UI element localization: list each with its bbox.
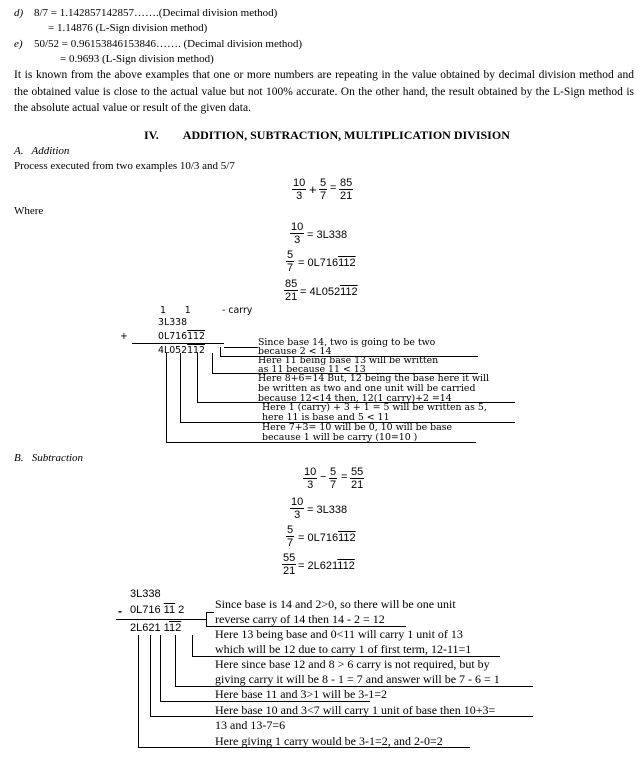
connector-line [192, 635, 193, 657]
fraction-numerator: 5 [320, 177, 327, 189]
addition-note: Here 8+6=14 But, 12 being the base here it will [258, 373, 490, 384]
subtraction-subheading: B. Subtraction [14, 452, 84, 464]
connector-line [166, 442, 476, 443]
addition-note: because 2 < 14 [258, 346, 332, 357]
difference-rule [116, 619, 206, 620]
sub-eq2-rhs: = 0L716112 [298, 532, 356, 544]
fraction-numerator: 55 [351, 466, 364, 478]
connector-line [212, 373, 478, 374]
subtraction-note: giving carry it will be 8 - 1 = 7 and answer will be 7 - 6 = 1 [215, 672, 500, 686]
connector-line [224, 347, 258, 348]
fraction-denominator: 3 [296, 190, 303, 202]
plus-sign: + [120, 331, 128, 342]
sub-eq3-fraction: $\frac{55}{21}$ [283, 552, 296, 577]
equals-sign: = [330, 182, 337, 194]
add-eq1-fraction: $\frac{10}{3}$ [291, 221, 304, 246]
fraction-numerator: 85 [340, 177, 353, 189]
connector-line [175, 686, 533, 687]
add-eq1-rhs: = 3L338 [307, 229, 348, 241]
add-eq3-rhs: = 4L052112 [300, 286, 358, 298]
connector-line [197, 353, 198, 403]
connector-line [180, 422, 515, 423]
fraction-denominator: 3 [307, 479, 314, 491]
subtraction-row1: 3L338 [130, 588, 161, 600]
connector-line [138, 635, 139, 748]
addition-note: here 11 is base and 5 < 11 [262, 412, 390, 423]
fraction-denominator: 21 [340, 190, 353, 202]
subtraction-note: Here 13 being base and 0<11 will carry 1 unit of 13 [215, 627, 463, 641]
connector-line [160, 701, 370, 702]
sub-eq2-fraction: $\frac{5}{7}$ [287, 524, 294, 549]
subtraction-row3: 2L621 112 [130, 622, 182, 634]
equals-sign: = [341, 471, 348, 483]
addition-process-text: Process executed from two examples 10/3 and 5/7 [14, 160, 235, 172]
subtraction-note: Here base 10 and 3<7 will carry 1 unit of base then 10+3= [215, 703, 496, 717]
minus-operator: − [320, 471, 327, 483]
plus-operator: + [309, 182, 317, 197]
subtraction-row2: 0L716 11 2 [130, 604, 185, 616]
add-eq3-fraction: $\frac{85}{21}$ [285, 278, 298, 303]
list-item-d-line2: = 1.14876 (L-Sign division method) [48, 22, 208, 34]
addition-row1: 3L338 [158, 317, 188, 328]
list-marker-e: e) [14, 38, 23, 50]
addition-note: Here 11 being base 13 will be written [258, 355, 439, 366]
subtraction-note: reverse carry of 14 then 14 - 2 = 12 [215, 612, 385, 626]
list-item-d-line1: 8/7 = 1.142857142857…….(Decimal division method) [34, 7, 278, 19]
connector-line [220, 356, 478, 357]
fraction-denominator: 21 [351, 479, 364, 491]
connector-line [206, 612, 207, 626]
fraction-numerator: 5 [330, 466, 337, 478]
connector-line [175, 635, 176, 687]
sum-rule [132, 343, 224, 344]
addition-note: Since base 14, two is going to be two [258, 337, 436, 348]
subtraction-note: 13 and 13-7=6 [215, 718, 286, 732]
connector-line [212, 353, 213, 373]
connector-line [206, 626, 406, 627]
list-marker-d: d) [14, 7, 24, 19]
add-eq2-fraction: $\frac{5}{7}$ [287, 249, 294, 274]
fraction-numerator: 10 [304, 466, 317, 478]
fraction-denominator: 7 [330, 479, 337, 491]
addition-note: as 11 because 11 < 13 [258, 364, 366, 375]
connector-line [138, 747, 470, 748]
connector-line [150, 635, 151, 717]
fraction-numerator: 10 [293, 177, 306, 189]
sub-eq3-rhs: = 2L621112 [298, 560, 355, 572]
sub-eq1-fraction: $\frac{10}{3}$ [291, 496, 304, 521]
connector-line [192, 656, 500, 657]
subtraction-note: Since base is 14 and 2>0, so there will be one unit [215, 597, 456, 611]
subtraction-note: Here giving 1 carry would be 3-1=2, and 2-0=2 [215, 734, 443, 748]
list-item-e-line2: = 0.9693 (L-Sign division method) [60, 53, 214, 65]
sub-eq1-rhs: = 3L338 [307, 504, 348, 516]
connector-line [197, 402, 515, 403]
addition-note: Here 7+3= 10 will be 0, 10 will be base [262, 422, 453, 433]
intro-paragraph: It is known from the above examples that one or more numbers are repeating in the value obtained by decimal division method and the obtained value is close to the actual value but not 100% accurate. On the other hand, the result obtained by the L-Sign method is the absolute actual value or result of the given data. [14, 69, 634, 114]
section-heading: IV. ADDITION, SUBTRACTION, MULTIPLICATION DIVISION [144, 128, 510, 142]
subtraction-note: Here base 11 and 3>1 will be 3-1=2 [215, 687, 388, 701]
addition-note: be written as two and one unit will be carried [258, 383, 476, 394]
addition-subheading: A. Addition [14, 145, 70, 157]
connector-line [180, 353, 181, 423]
subtraction-note: which will be 12 due to carry 1 of first term, 12-11=1 [215, 642, 472, 656]
subtraction-note: Here since base 12 and 8 > 6 carry is not required, but by [215, 657, 490, 671]
addition-row2: 0L716112 [158, 331, 205, 342]
minus-sign: - [118, 604, 122, 618]
list-item-e-line1: 50/52 = 0.96153846153846……. (Decimal division method) [34, 38, 303, 50]
connector-line [150, 716, 533, 717]
addition-row3: 4L052112 [158, 345, 205, 356]
where-label: Where [14, 205, 44, 217]
fraction-denominator: 7 [320, 190, 327, 202]
addition-note: because 1 will be carry (10=10 ) [262, 432, 418, 443]
connector-line [166, 353, 167, 443]
carry-label: - carry [222, 305, 253, 316]
connector-line [160, 635, 161, 702]
add-eq2-rhs: = 0L716112 [298, 257, 356, 269]
connector-line [206, 612, 214, 613]
carry-digits: 1 1 [160, 305, 191, 316]
addition-note: because 12<14 then, 12(1 carry)+2 =14 [258, 393, 452, 404]
addition-note: Here 1 (carry) + 3 + 1 = 5 will be written as 5, [262, 402, 487, 413]
